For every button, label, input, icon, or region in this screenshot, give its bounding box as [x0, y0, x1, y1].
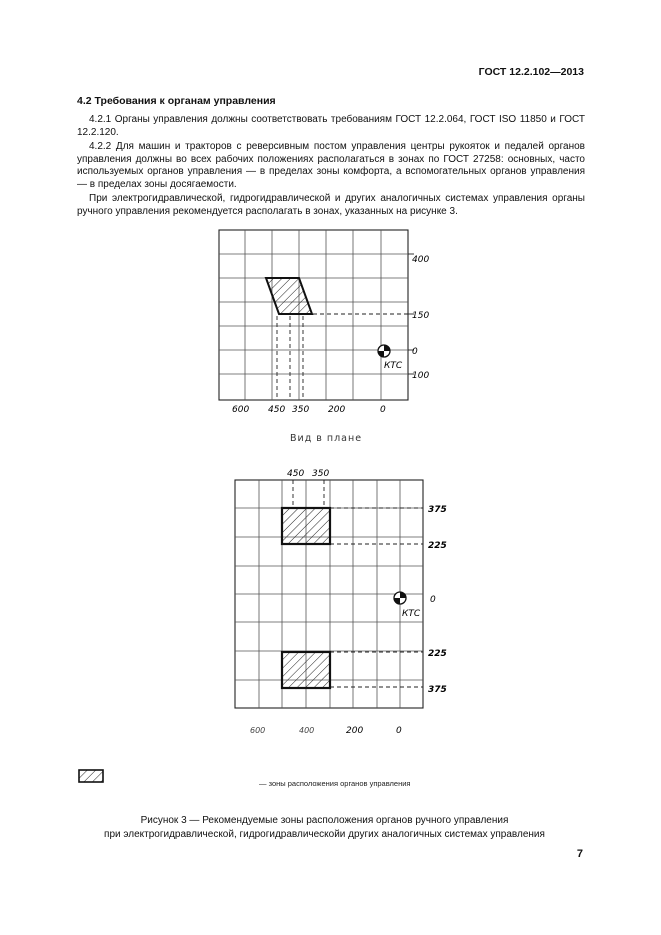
top-label-x350: 350 — [292, 405, 310, 415]
section-title: 4.2 Требования к органам управления — [77, 95, 276, 107]
standard-header: ГОСТ 12.2.102—2013 — [478, 66, 584, 78]
top-label-0: 0 — [412, 347, 418, 357]
figure-caption-line1: Рисунок 3 — Рекомендуемые зоны расположения органов ручного управления — [140, 815, 509, 826]
legend-swatch — [79, 770, 103, 782]
page-number: 7 — [576, 848, 583, 860]
top-label-400: 400 — [412, 255, 430, 265]
bottom-label-0: 0 — [430, 595, 436, 605]
bottom-label-375b: 375 — [428, 685, 447, 695]
bottom-label-x350-top: 350 — [312, 469, 330, 479]
bottom-ktc-label: КТС — [402, 609, 421, 619]
top-label-150: 150 — [412, 311, 430, 321]
bottom-label-x450-top: 450 — [287, 469, 305, 479]
top-control-zone — [266, 278, 312, 314]
top-label-100: 100 — [412, 371, 430, 381]
bottom-label-x200: 200 — [346, 726, 364, 736]
top-guides — [277, 314, 408, 400]
bottom-label-225a: 225 — [428, 541, 447, 551]
top-label-x450: 450 — [268, 405, 286, 415]
top-figure-caption: Вид в плане — [290, 433, 363, 444]
top-grid — [219, 230, 408, 400]
bottom-label-x400: 400 — [299, 726, 315, 735]
bottom-ktc-marker — [394, 592, 406, 604]
top-label-x0: 0 — [380, 405, 386, 415]
top-ktc-marker — [378, 345, 390, 357]
paragraph-4-2-1-text: 4.2.1 Органы управления должны соответствовать требованиям ГОСТ 12.2.064, ГОСТ ISO 11850 и ГОСТ 12.2.120. — [77, 114, 585, 138]
top-ktc-label: КТС — [384, 361, 403, 371]
bottom-label-375a: 375 — [428, 505, 447, 515]
paragraph-recommendation-text: При электрогидравлической, гидрогидравлической и других аналогичных системах управления органы ручного управления рекомендуется располагать в зонах, указанных на рисунке 3. — [77, 193, 585, 217]
bottom-control-zone-upper — [282, 508, 330, 544]
top-label-x200: 200 — [328, 405, 346, 415]
paragraph-4-2-2-text: 4.2.2 Для машин и тракторов с реверсивным постом управления центры рукояток и педалей органов управления должны во всех рабочих положениях располагаться в зонах по ГОСТ 27258: основных, часто используемых органов управления — в пределах зоны комфорта, а вспомогательных органов управления — в пределах зоны досягаемости. — [77, 141, 585, 190]
bottom-label-x0: 0 — [396, 726, 402, 736]
figure-caption-line2: при электрогидравлической, гидрогидравлическойи других аналогичных системах управления — [104, 829, 545, 840]
bottom-label-225b: 225 — [428, 649, 447, 659]
bottom-label-x600: 600 — [250, 726, 266, 735]
top-label-x600: 600 — [232, 405, 250, 415]
legend-text: — зоны расположения органов управления — [259, 779, 411, 788]
bottom-control-zone-lower — [282, 652, 330, 688]
